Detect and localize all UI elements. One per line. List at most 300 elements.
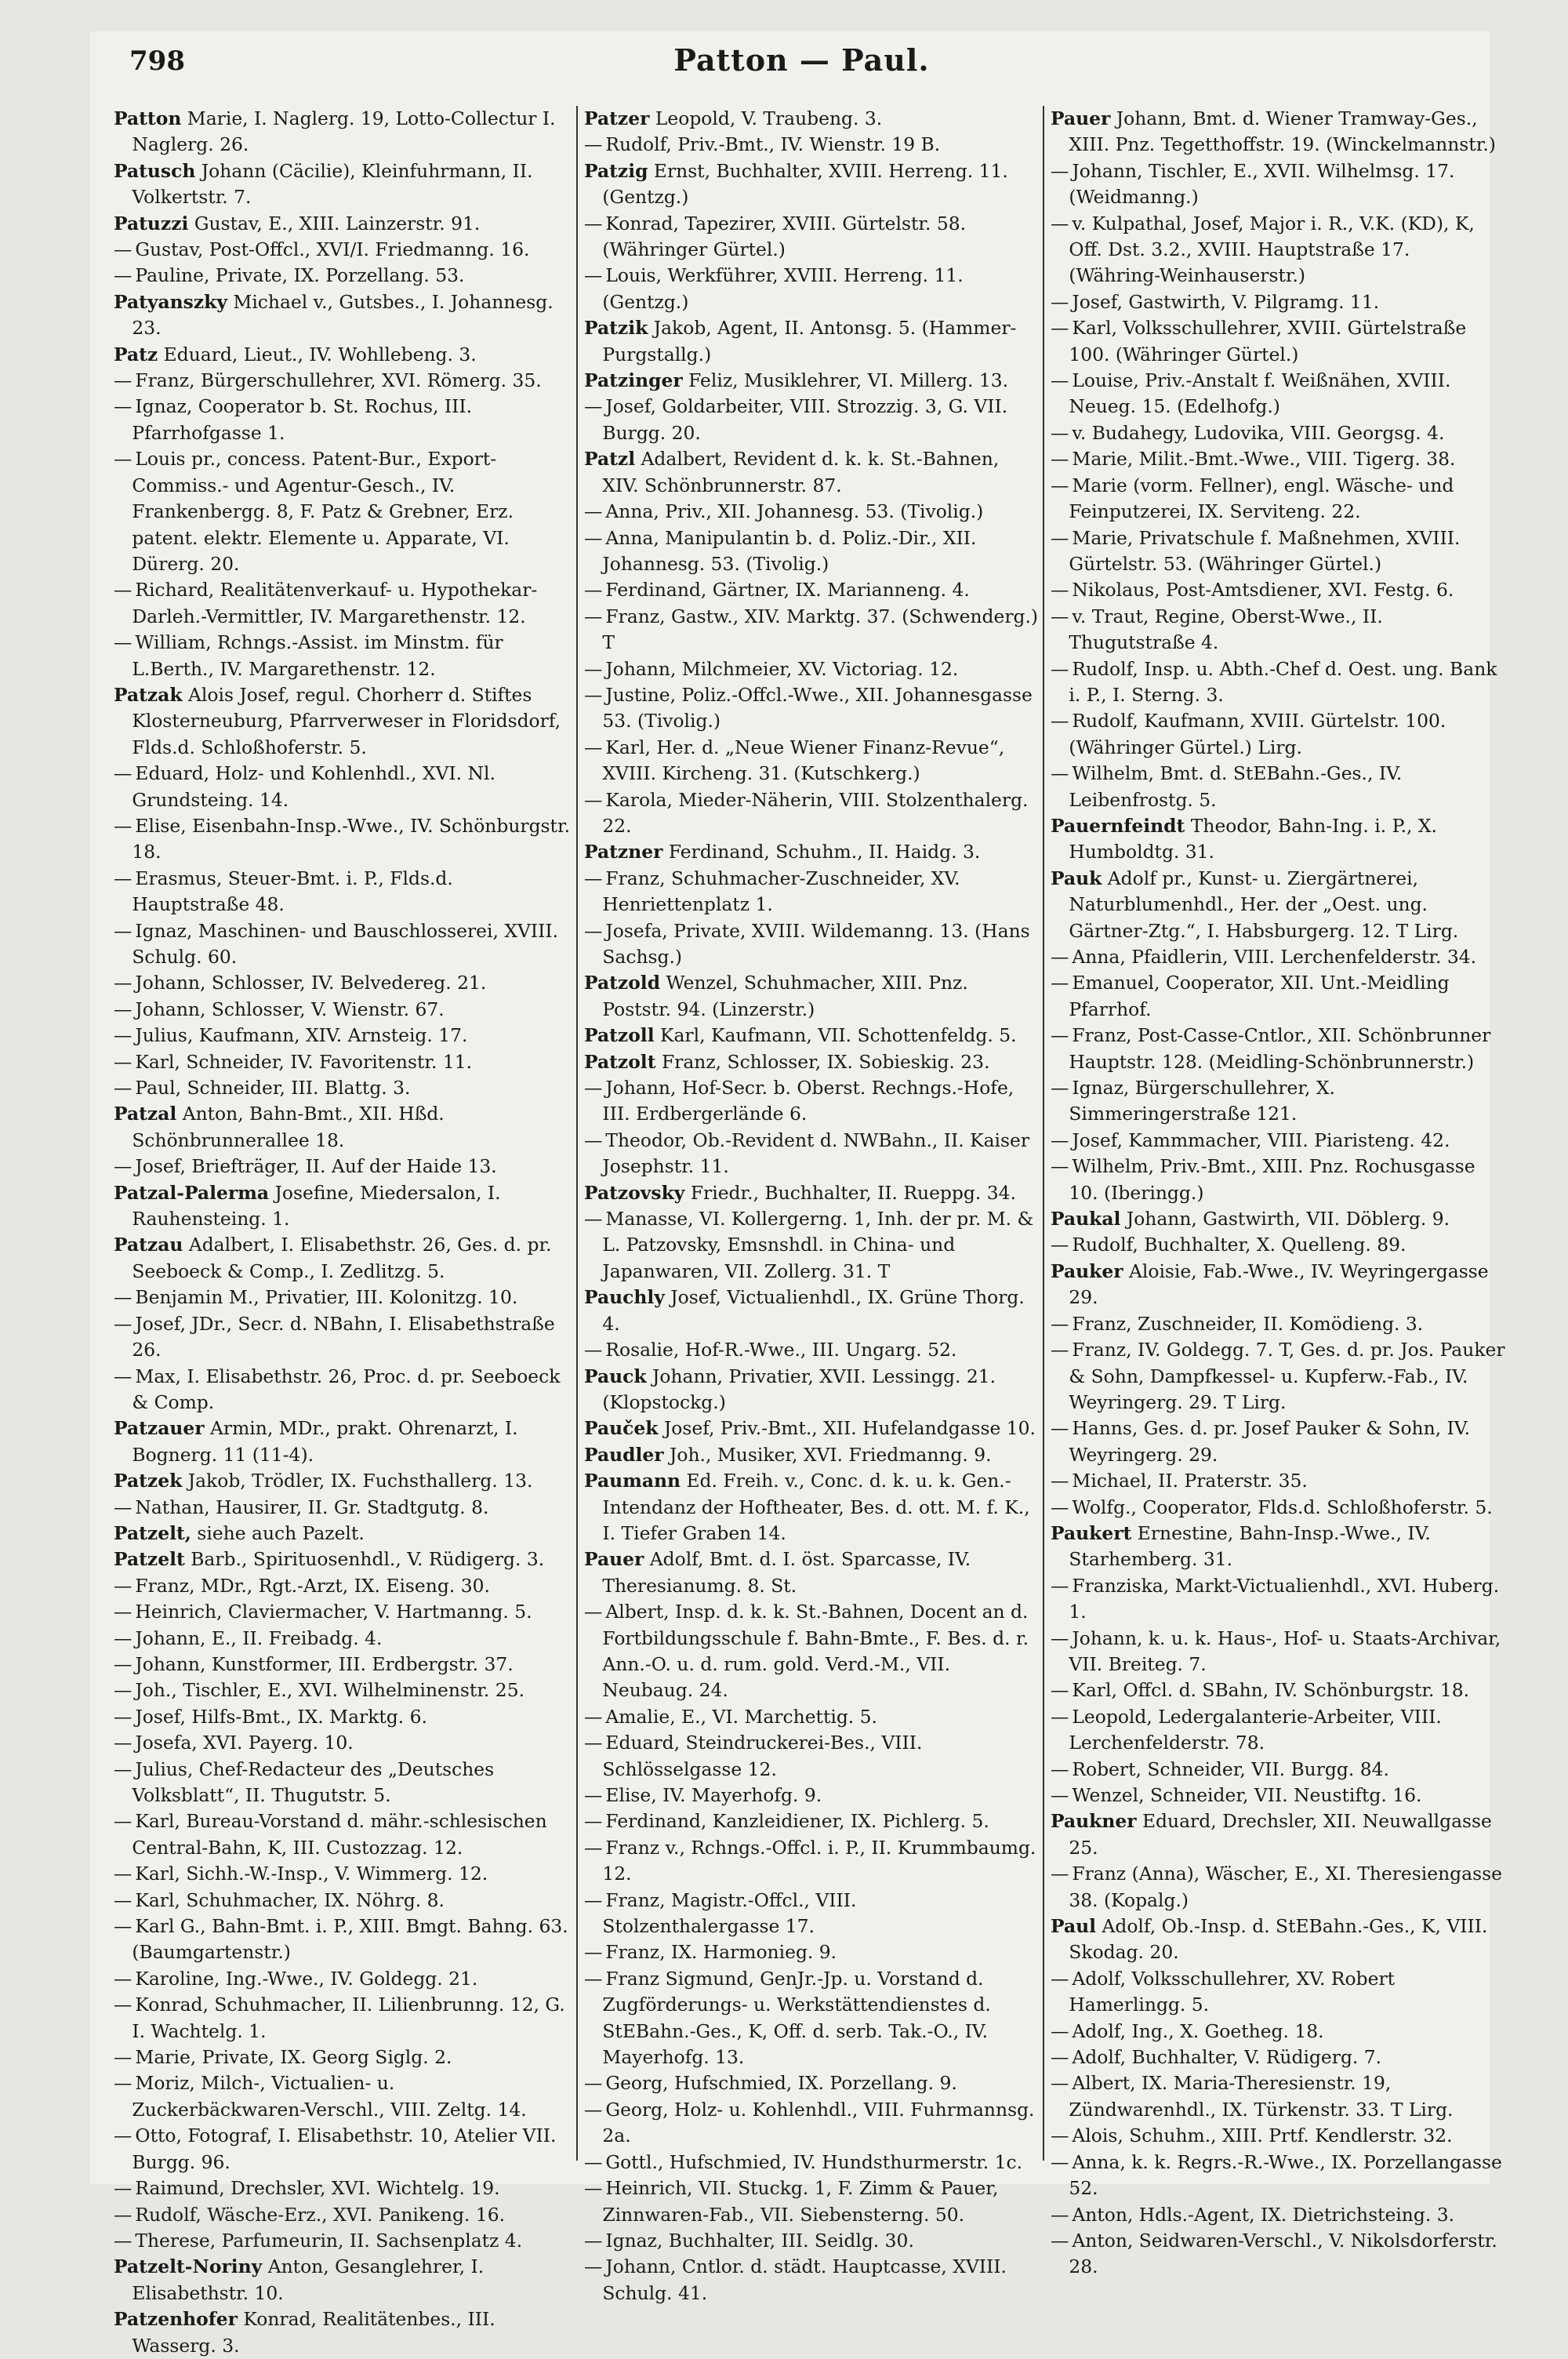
continuation-dash: — bbox=[114, 1757, 132, 1780]
directory-entry bbox=[1051, 1966, 1505, 2019]
directory-entry bbox=[114, 682, 572, 761]
continuation-dash: — bbox=[584, 526, 603, 549]
continuation-dash: — bbox=[114, 1312, 132, 1335]
entry-text: Anna, Priv., XII. Johannesg. 53. (Tivolig.) bbox=[605, 500, 984, 523]
entry-text: Josef, Kammmacher, VIII. Piaristeng. 42. bbox=[1072, 1129, 1450, 1151]
entry-text: Johann (Cäcilie), Kleinfuhrmann, II. Volkertstr. 7. bbox=[132, 159, 533, 209]
entry-text: Adolf, Bmt. d. I. öst. Sparcasse, IV. Theresianumg. 8. St. bbox=[602, 1548, 971, 1597]
entry-text: Anna, k. k. Regrs.-R.-Wwe., IX. Porzellangasse 52. bbox=[1069, 2150, 1502, 2200]
column-rule bbox=[1043, 106, 1044, 2161]
entry-text: Ferdinand, Gärtner, IX. Marianneng. 4. bbox=[605, 579, 970, 602]
directory-entry bbox=[1051, 1416, 1505, 1468]
entry-text: Anton, Seidwaren-Verschl., V. Nikolsdorferstr. 28. bbox=[1069, 2229, 1497, 2278]
entry-text: Ignaz, Cooperator b. St. Rochus, III. Pfarrhofgasse 1. bbox=[132, 395, 472, 444]
directory-entry bbox=[114, 997, 572, 1023]
entry-headword: Pauernfeindt bbox=[1051, 814, 1185, 837]
directory-entry bbox=[114, 1861, 572, 1887]
directory-entry bbox=[584, 1704, 1039, 1730]
entry-text: Ernestine, Bahn-Insp.-Wwe., IV. Starhemberg. 31. bbox=[1069, 1521, 1431, 1571]
page-header bbox=[114, 38, 1490, 93]
continuation-dash: — bbox=[114, 1574, 132, 1597]
entry-text: Ignaz, Buchhalter, III. Seidlg. 30. bbox=[605, 2229, 914, 2252]
continuation-dash: — bbox=[584, 657, 603, 680]
directory-entry bbox=[114, 1416, 572, 1468]
column-left bbox=[114, 106, 572, 2357]
directory-entry bbox=[1051, 2019, 1505, 2045]
directory-entry bbox=[114, 1154, 572, 1180]
entry-headword: Patuzzi bbox=[114, 212, 189, 234]
directory-entry bbox=[584, 2175, 1039, 2228]
entry-text: Josef, Goldarbeiter, VIII. Strozzig. 3, G. VII. Burgg. 20. bbox=[602, 395, 1008, 444]
entry-text: Franz, Bürgerschullehrer, XVI. Römerg. 35. bbox=[135, 369, 542, 392]
entry-text: Albert, IX. Maria-Theresienstr. 19, Zündwarenhdl., IX. Türkenstr. 33. T Lirg. bbox=[1069, 2072, 1454, 2121]
entry-headword: Patzelt-Noriny bbox=[114, 2255, 263, 2278]
directory-entry bbox=[114, 918, 572, 971]
continuation-dash: — bbox=[584, 2229, 603, 2252]
directory-entry bbox=[1051, 1861, 1505, 1914]
directory-entry bbox=[114, 211, 572, 237]
entry-text: Gottl., Hufschmied, IV. Hundsthurmerstr. 1c. bbox=[605, 2150, 1023, 2173]
entry-text: Franz (Anna), Wäscher, E., XI. Theresiengasse 38. (Kopalg.) bbox=[1069, 1863, 1502, 1911]
entry-text: Friedr., Buchhalter, II. Rueppg. 34. bbox=[690, 1181, 1016, 1204]
entry-headword: Patzauer bbox=[114, 1417, 205, 1440]
continuation-dash: — bbox=[1051, 1496, 1069, 1518]
entry-text: Theodor, Ob.-Revident d. NWBahn., II. Kaiser Josephstr. 11. bbox=[602, 1129, 1030, 1178]
entry-text: Anton, Hdls.-Agent, IX. Dietrichsteing. 3. bbox=[1072, 2203, 1455, 2226]
continuation-dash: — bbox=[1051, 212, 1069, 234]
continuation-dash: — bbox=[114, 919, 132, 942]
directory-entry bbox=[1051, 315, 1505, 368]
entry-text: Alois, Schuhm., XIII. Prtf. Kendlerstr. 32. bbox=[1072, 2125, 1453, 2147]
entry-text: Paul, Schneider, III. Blattg. 3. bbox=[135, 1077, 411, 1100]
entry-text: Karl, Offcl. d. SBahn, IV. Schönburgstr. 18. bbox=[1072, 1679, 1470, 1702]
continuation-dash: — bbox=[114, 1863, 132, 1885]
continuation-dash: — bbox=[1051, 1627, 1069, 1649]
continuation-dash: — bbox=[1051, 2229, 1069, 2252]
entry-text: Ed. Freih. v., Conc. d. k. u. k. Gen.-Intendanz der Hoftheater, Bes. d. ott. M. f. K., I. Tiefer Graben 14. bbox=[602, 1470, 1030, 1544]
entry-text: Eduard, Drechsler, XII. Neuwallgasse 25. bbox=[1069, 1810, 1492, 1859]
directory-entry bbox=[114, 342, 572, 368]
directory-entry bbox=[1051, 1154, 1505, 1206]
entry-text: Franz, MDr., Rgt.-Arzt, IX. Eiseng. 30. bbox=[135, 1574, 490, 1597]
entry-text: Joh., Musiker, XVI. Friedmanng. 9. bbox=[670, 1443, 992, 1466]
entry-text: Marie, Privatschule f. Maßnehmen, XVIII. Gürtelstr. 53. (Währinger Gürtel.) bbox=[1069, 526, 1461, 575]
continuation-dash: — bbox=[1051, 369, 1069, 392]
entry-text: Eduard, Lieut., IV. Wohllebeng. 3. bbox=[163, 343, 477, 365]
entry-text: Wenzel, Schneider, VII. Neustiftg. 16. bbox=[1072, 1784, 1422, 1806]
entry-headword: Patzal-Palerma bbox=[114, 1181, 270, 1204]
entry-text: v. Traut, Regine, Oberst-Wwe., II. Thugutstraße 4. bbox=[1069, 605, 1383, 654]
entry-headword: Patzau bbox=[114, 1234, 183, 1256]
directory-entry bbox=[1051, 1783, 1505, 1808]
directory-entry bbox=[114, 1049, 572, 1075]
entry-headword: Pauk bbox=[1051, 867, 1102, 889]
directory-entry bbox=[584, 1966, 1039, 2071]
continuation-dash: — bbox=[114, 1496, 132, 1518]
entry-text: Johann, Bmt. d. Wiener Tramway-Ges., XIII. Pnz. Tegetthoffstr. 19. (Winckelmannstr.) bbox=[1069, 107, 1496, 156]
entry-headword: Paukert bbox=[1051, 1521, 1132, 1544]
continuation-dash: — bbox=[1051, 317, 1069, 340]
continuation-dash: — bbox=[1051, 1757, 1069, 1780]
continuation-dash: — bbox=[584, 1732, 603, 1754]
continuation-dash: — bbox=[584, 2255, 603, 2278]
directory-entry bbox=[1051, 1495, 1505, 1521]
entry-text: Franz Sigmund, GenJr.-Jp. u. Vorstand d. Zugförderungs- u. Werkstättendienstes d. StEBahn.-Ges., K, Off. d. serb. Tak.-O., IV. Mayerhofg. 13. bbox=[602, 1967, 991, 2069]
entry-text: Josef, Gastwirth, V. Pilgramg. 11. bbox=[1072, 290, 1380, 313]
directory-entry bbox=[114, 2306, 572, 2359]
directory-entry bbox=[1051, 1757, 1505, 1783]
continuation-dash: — bbox=[1051, 2019, 1069, 2042]
entry-text: Albert, Insp. d. k. k. St.-Bahnen, Docent an d. Fortbildungsschule f. Bahn-Bmte., F. Bes. d. r. Ann.-O. u. d. rum. gold. Verd.-M., VII. Neubaug. 24. bbox=[602, 1601, 1029, 1702]
directory-entry bbox=[584, 1888, 1039, 1940]
continuation-dash: — bbox=[584, 1810, 603, 1833]
directory-entry bbox=[114, 446, 572, 577]
directory-entry bbox=[114, 1468, 572, 1494]
entry-text: Karl, Kaufmann, VII. Schottenfeldg. 5. bbox=[660, 1024, 1017, 1047]
entry-text: Johann, Schlosser, IV. Belvedereg. 21. bbox=[135, 972, 487, 994]
entry-text: Josefa, Private, XVIII. Wildemanng. 13. (Hans Sachsg.) bbox=[602, 919, 1030, 968]
running-title: Patton — Paul. bbox=[673, 42, 930, 78]
directory-entry bbox=[584, 315, 1039, 368]
entry-headword: Patusch bbox=[114, 159, 196, 182]
continuation-dash: — bbox=[1051, 1679, 1069, 1702]
directory-entry bbox=[114, 1652, 572, 1677]
directory-entry bbox=[114, 1180, 572, 1233]
entry-text: Anna, Pfaidlerin, VIII. Lerchenfelderstr. 34. bbox=[1072, 946, 1477, 968]
continuation-dash: — bbox=[114, 1365, 132, 1387]
entry-text: Franz, Zuschneider, II. Komödieng. 3. bbox=[1072, 1312, 1424, 1335]
continuation-dash: — bbox=[584, 867, 603, 889]
entry-headword: Paukner bbox=[1051, 1810, 1137, 1833]
directory-entry bbox=[584, 1180, 1039, 1206]
entry-headword: Patzinger bbox=[584, 369, 683, 392]
directory-entry bbox=[584, 1939, 1039, 1965]
entry-text: Gustav, E., XIII. Lainzerstr. 91. bbox=[194, 212, 481, 234]
continuation-dash: — bbox=[1051, 290, 1069, 313]
continuation-dash: — bbox=[1051, 1312, 1069, 1335]
continuation-dash: — bbox=[1051, 474, 1069, 496]
continuation-dash: — bbox=[584, 2150, 603, 2173]
entry-headword: Paukal bbox=[1051, 1208, 1121, 1230]
entry-text: William, Rchngs.-Assist. im Minstm. für L.Berth., IV. Margarethenstr. 12. bbox=[132, 631, 503, 680]
directory-entry bbox=[584, 1599, 1039, 1704]
directory-entry bbox=[114, 394, 572, 446]
continuation-dash: — bbox=[1051, 1024, 1069, 1047]
directory-entry bbox=[584, 970, 1039, 1023]
directory-entry bbox=[1051, 1337, 1505, 1416]
entry-text: Georg, Holz- u. Kohlenhdl., VIII. Fuhrmannsg. 2a. bbox=[602, 2098, 1035, 2147]
directory-entry bbox=[1051, 420, 1505, 446]
entry-text: Ignaz, Maschinen- und Bauschlosserei, XVIII. Schulg. 60. bbox=[132, 919, 559, 968]
continuation-dash: — bbox=[1051, 762, 1069, 785]
entry-text: Therese, Parfumeurin, II. Sachsenplatz 4. bbox=[135, 2229, 523, 2252]
entry-text: Julius, Chef-Redacteur des „Deutsches Volksblatt“, II. Thugutstr. 5. bbox=[132, 1757, 495, 1806]
continuation-dash: — bbox=[1051, 657, 1069, 680]
directory-entry bbox=[114, 1677, 572, 1703]
directory-entry bbox=[1051, 813, 1505, 866]
entry-text: Karl, Her. d. „Neue Wiener Finanz-Revue“, XVIII. Kircheng. 31. (Kutschkerg.) bbox=[602, 736, 1005, 785]
directory-entry bbox=[114, 106, 572, 158]
entry-text: Karl G., Bahn-Bmt. i. P., XIII. Bmgt. Bahng. 63. (Baumgartenstr.) bbox=[132, 1915, 568, 1964]
entry-text: Benjamin M., Privatier, III. Kolonitzg. 10. bbox=[135, 1286, 518, 1309]
continuation-dash: — bbox=[114, 1994, 132, 2016]
continuation-dash: — bbox=[584, 1339, 603, 1361]
directory-entry bbox=[114, 368, 572, 394]
continuation-dash: — bbox=[114, 1915, 132, 1938]
directory-entry bbox=[1051, 1206, 1505, 1232]
directory-entry bbox=[584, 1337, 1039, 1363]
continuation-dash: — bbox=[1051, 579, 1069, 602]
entry-headword: Patyanszky bbox=[114, 290, 227, 313]
directory-entry bbox=[584, 1835, 1039, 1888]
entry-headword: Patzal bbox=[114, 1103, 177, 1125]
continuation-dash: — bbox=[114, 1601, 132, 1623]
directory-entry bbox=[584, 1730, 1039, 1783]
entry-text: Franz, Schuhmacher-Zuschneider, XV. Henriettenplatz 1. bbox=[602, 867, 960, 916]
entry-text: Eduard, Steindruckerei-Bes., VIII. Schlösselgasse 12. bbox=[602, 1732, 923, 1780]
continuation-dash: — bbox=[1051, 710, 1069, 732]
entry-text: Georg, Hufschmied, IX. Porzellang. 9. bbox=[605, 2072, 957, 2095]
directory-entry bbox=[584, 577, 1039, 603]
directory-entry bbox=[584, 656, 1039, 682]
entry-text: Louise, Priv.-Anstalt f. Weißnähen, XVIII. Neueg. 15. (Edelhofg.) bbox=[1069, 369, 1451, 418]
continuation-dash: — bbox=[1051, 421, 1069, 444]
directory-entry bbox=[1051, 577, 1505, 603]
directory-entry bbox=[1051, 289, 1505, 315]
entry-text: Johann, Schlosser, V. Wienstr. 67. bbox=[135, 998, 445, 1020]
directory-entry bbox=[1051, 1023, 1505, 1075]
directory-entry bbox=[1051, 1704, 1505, 1757]
entry-text: Marie, I. Naglerg. 19, Lotto-Collectur I. Naglerg. 26. bbox=[132, 107, 556, 156]
continuation-dash: — bbox=[114, 1705, 132, 1728]
directory-entry bbox=[114, 1495, 572, 1521]
continuation-dash: — bbox=[114, 2046, 132, 2069]
directory-entry bbox=[584, 839, 1039, 865]
continuation-dash: — bbox=[1051, 605, 1069, 627]
entry-text: Louis pr., concess. Patent-Bur., Export-Commiss.- und Agentur-Gesch., IV. Frankenbergg. 8, F. Patz & Grebner, Erz. patent. elektr. Elemente u. Apparate, VI. Dürerg. 20. bbox=[132, 448, 514, 575]
directory-entry bbox=[114, 1285, 572, 1310]
entry-text: Gustav, Post-Offcl., XVI/I. Friedmanng. 16. bbox=[135, 238, 530, 261]
continuation-dash: — bbox=[114, 1810, 132, 1833]
directory-entry bbox=[114, 1075, 572, 1101]
continuation-dash: — bbox=[1051, 526, 1069, 549]
directory-entry bbox=[1051, 1232, 1505, 1258]
entry-text: Jakob, Trödler, IX. Fuchsthallerg. 13. bbox=[187, 1470, 533, 1492]
entry-text: Amalie, E., VI. Marchettig. 5. bbox=[605, 1705, 877, 1728]
page-number: 798 bbox=[129, 45, 185, 77]
directory-entry bbox=[1051, 1914, 1505, 1966]
continuation-dash: — bbox=[1051, 1574, 1069, 1597]
directory-entry bbox=[114, 1232, 572, 1285]
continuation-dash: — bbox=[1051, 448, 1069, 471]
column-middle bbox=[584, 106, 1039, 2304]
continuation-dash: — bbox=[1051, 1705, 1069, 1728]
directory-entry bbox=[584, 106, 1039, 132]
entry-text: Karl, Schneider, IV. Favoritenstr. 11. bbox=[135, 1050, 473, 1073]
entry-text: Franz, Gastw., XIV. Marktg. 37. (Schwenderg.) T bbox=[602, 605, 1039, 654]
continuation-dash: — bbox=[584, 1705, 603, 1728]
directory-entry bbox=[114, 2228, 572, 2254]
continuation-dash: — bbox=[114, 998, 132, 1020]
entry-headword: Patzl bbox=[584, 448, 636, 471]
entry-text: Heinrich, VII. Stuckg. 1, F. Zimm & Pauer, Zinnwaren-Fab., VII. Siebensterng. 50. bbox=[602, 2177, 999, 2226]
entry-text: Franziska, Markt-Victualienhdl., XVI. Huberg. 1. bbox=[1069, 1574, 1500, 1623]
entry-headword: Patzold bbox=[584, 972, 661, 994]
directory-entry bbox=[1051, 1808, 1505, 1861]
entry-text: Karl, Sichh.-W.-Insp., V. Wimmerg. 12. bbox=[135, 1863, 488, 1885]
entry-text: Franz v., Rchngs.-Offcl. i. P., II. Krummbaumg. 12. bbox=[602, 1836, 1036, 1885]
entry-text: Franz, IX. Harmonieg. 9. bbox=[605, 1941, 837, 1964]
continuation-dash: — bbox=[1051, 1967, 1069, 1990]
entry-text: Rudolf, Buchhalter, X. Quelleng. 89. bbox=[1072, 1234, 1406, 1256]
continuation-dash: — bbox=[1051, 159, 1069, 182]
continuation-dash: — bbox=[1051, 2150, 1069, 2173]
entry-text: Eduard, Holz- und Kohlenhdl., XVI. Nl. Grundsteing. 14. bbox=[132, 762, 495, 811]
entry-text: Manasse, VI. Kollergerng. 1, Inh. der pr. M. & L. Patzovsky, Emsnshdl. in China- und Japanwaren, VII. Zollerg. 31. T bbox=[602, 1208, 1034, 1282]
continuation-dash: — bbox=[1051, 1470, 1069, 1492]
continuation-dash: — bbox=[584, 395, 603, 418]
directory-entry bbox=[114, 2202, 572, 2228]
entry-text: Richard, Realitätenverkauf- u. Hypothekar-Darleh.-Vermittler, IV. Margarethenstr. 12. bbox=[132, 579, 538, 627]
directory-entry bbox=[584, 158, 1039, 211]
directory-entry bbox=[584, 1808, 1039, 1834]
directory-entry bbox=[1051, 106, 1505, 158]
entry-text: Franz, IV. Goldegg. 7. T, Ges. d. pr. Jos. Pauker & Sohn, Dampfkessel- u. Kupferw.-Fab., IV. Weyringerg. 29. T Lirg. bbox=[1069, 1339, 1505, 1413]
entry-text: Nathan, Hausirer, II. Gr. Stadtgutg. 8. bbox=[135, 1496, 489, 1518]
directory-entry bbox=[1051, 866, 1505, 944]
directory-page bbox=[90, 31, 1505, 2357]
entry-text: Rudolf, Priv.-Bmt., IV. Wienstr. 19 B. bbox=[605, 133, 941, 156]
directory-entry bbox=[114, 1992, 572, 2045]
entry-text: Alois Josef, regul. Chorherr d. Stiftes Klosterneuburg, Pfarrverweser in Floridsdorf, Flds.d. Schloßhoferstr. 5. bbox=[132, 683, 561, 758]
continuation-dash: — bbox=[584, 1941, 603, 1964]
continuation-dash: — bbox=[1051, 2046, 1069, 2069]
entry-text: Michael v., Gutsbes., I. Johannesg. 23. bbox=[132, 290, 554, 340]
directory-entry bbox=[1051, 1677, 1505, 1703]
continuation-dash: — bbox=[114, 238, 132, 261]
directory-entry bbox=[584, 2228, 1039, 2254]
directory-entry bbox=[584, 1206, 1039, 1285]
entry-text: Adolf pr., Kunst- u. Ziergärtnerei, Naturblumenhdl., Her. der „Oest. ung. Gärtner-Ztg.“, I. Habsburgerg. 12. T Lirg. bbox=[1069, 867, 1459, 942]
entry-text: Rudolf, Wäsche-Erz., XVI. Panikeng. 16. bbox=[135, 2203, 506, 2226]
entry-text: Marie (vorm. Fellner), engl. Wäsche- und Feinputzerei, IX. Serviteng. 22. bbox=[1069, 474, 1454, 523]
entry-text: Johann, Gastwirth, VII. Döblerg. 9. bbox=[1126, 1208, 1450, 1230]
entry-text: Rudolf, Kaufmann, XVIII. Gürtelstr. 100. (Währinger Gürtel.) Lirg. bbox=[1069, 710, 1446, 758]
continuation-dash: — bbox=[114, 579, 132, 602]
continuation-dash: — bbox=[584, 788, 603, 811]
continuation-dash: — bbox=[584, 736, 603, 758]
continuation-dash: — bbox=[114, 631, 132, 654]
directory-entry bbox=[584, 394, 1039, 446]
directory-entry bbox=[584, 604, 1039, 656]
entry-text: Emanuel, Cooperator, XII. Unt.-Meidling Pfarrhof. bbox=[1069, 972, 1450, 1020]
directory-entry bbox=[114, 813, 572, 866]
entry-text: Max, I. Elisabethstr. 26, Proc. d. pr. Seeboeck & Comp. bbox=[132, 1365, 561, 1413]
entry-text: Elise, Eisenbahn-Insp.-Wwe., IV. Schönburgstr. 18. bbox=[132, 814, 571, 863]
directory-entry bbox=[584, 1075, 1039, 1128]
entry-text: Adolf, Volksschullehrer, XV. Robert Hamerlingg. 5. bbox=[1069, 1967, 1396, 2016]
directory-entry bbox=[584, 1049, 1039, 1075]
entry-text: Leopold, Ledergalanterie-Arbeiter, VIII. Lerchenfelderstr. 78. bbox=[1069, 1705, 1442, 1754]
continuation-dash: — bbox=[584, 264, 603, 287]
directory-entry bbox=[114, 237, 572, 263]
entry-text: Raimund, Drechsler, XVI. Wichtelg. 19. bbox=[135, 2177, 500, 2200]
entry-text: Adalbert, I. Elisabethstr. 26, Ges. d. pr. Seeboeck & Comp., I. Zedlitzg. 5. bbox=[132, 1234, 552, 1282]
entry-headword: Patzak bbox=[114, 683, 183, 706]
directory-entry bbox=[114, 2175, 572, 2201]
entry-text: Anton, Bahn-Bmt., XII. Hßd. Schönbrunnerallee 18. bbox=[132, 1103, 445, 1151]
entry-headword: Pauchly bbox=[584, 1286, 665, 1309]
directory-entry bbox=[1051, 970, 1505, 1023]
continuation-dash: — bbox=[584, 1784, 603, 1806]
directory-entry bbox=[584, 446, 1039, 499]
directory-entry bbox=[1051, 1128, 1505, 1154]
directory-entry bbox=[114, 1364, 572, 1416]
continuation-dash: — bbox=[114, 395, 132, 418]
continuation-dash: — bbox=[584, 2177, 603, 2200]
continuation-dash: — bbox=[584, 919, 603, 942]
directory-entry bbox=[584, 918, 1039, 971]
entry-text: Justine, Poliz.-Offcl.-Wwe., XII. Johannesgasse 53. (Tivolig.) bbox=[602, 683, 1033, 732]
continuation-dash: — bbox=[1051, 2072, 1069, 2095]
directory-entry bbox=[114, 1808, 572, 1861]
entry-text: Konrad, Schuhmacher, II. Lilienbrunng. 12, G. I. Wachtelg. 1. bbox=[132, 1994, 565, 2042]
entry-text: Marie, Milit.-Bmt.-Wwe., VIII. Tigerg. 38. bbox=[1072, 448, 1456, 471]
directory-entry bbox=[1051, 2123, 1505, 2149]
continuation-dash: — bbox=[584, 1208, 603, 1230]
directory-entry bbox=[584, 2070, 1039, 2096]
entry-text: Barb., Spirituosenhdl., V. Rüdigerg. 3. bbox=[191, 1548, 545, 1571]
entry-text: Franz, Post-Casse-Cntlor., XII. Schönbrunner Hauptstr. 128. (Meidling-Schönbrunnerstr.) bbox=[1069, 1024, 1491, 1073]
entry-text: Josefa, XVI. Payerg. 10. bbox=[135, 1732, 354, 1754]
continuation-dash: — bbox=[584, 579, 603, 602]
directory-entry bbox=[584, 1128, 1039, 1180]
entry-text: Ferdinand, Schuhm., II. Haidg. 3. bbox=[668, 841, 981, 863]
entry-text: Franz, Schlosser, IX. Sobieskig. 23. bbox=[661, 1050, 990, 1073]
directory-entry bbox=[584, 2097, 1039, 2150]
entry-text: Aloisie, Fab.-Wwe., IV. Weyringergasse 29. bbox=[1069, 1259, 1489, 1309]
continuation-dash: — bbox=[114, 762, 132, 785]
directory-entry bbox=[1051, 604, 1505, 656]
continuation-dash: — bbox=[114, 1077, 132, 1100]
directory-entry bbox=[1051, 1573, 1505, 1626]
entry-headword: Pauker bbox=[1051, 1259, 1123, 1282]
entry-text: Marie, Private, IX. Georg Siglg. 2. bbox=[135, 2046, 452, 2069]
directory-entry bbox=[114, 1888, 572, 1914]
directory-entry bbox=[114, 866, 572, 918]
directory-entry bbox=[114, 1914, 572, 1966]
entry-text: Anton, Gesanglehrer, I. Elisabethstr. 10. bbox=[132, 2255, 485, 2304]
continuation-dash: — bbox=[584, 1077, 603, 1100]
entry-text: Leopold, V. Traubeng. 3. bbox=[655, 107, 883, 129]
entry-text: Josef, Priv.-Bmt., XII. Hufelandgasse 10. bbox=[663, 1417, 1036, 1440]
entry-text: Johann, Hof-Secr. b. Oberst. Rechngs.-Hofe, III. Erdbergerlände 6. bbox=[602, 1077, 1014, 1125]
continuation-dash: — bbox=[584, 133, 603, 156]
entry-text: Adalbert, Revident d. k. k. St.-Bahnen, XIV. Schönbrunnerstr. 87. bbox=[602, 448, 1000, 496]
continuation-dash: — bbox=[114, 1679, 132, 1702]
entry-text: Adolf, Ing., X. Goetheg. 18. bbox=[1072, 2019, 1324, 2042]
entry-headword: Patzek bbox=[114, 1470, 183, 1492]
continuation-dash: — bbox=[584, 500, 603, 523]
directory-entry bbox=[584, 525, 1039, 578]
directory-entry bbox=[114, 1599, 572, 1625]
entry-headword: Paudler bbox=[584, 1443, 664, 1466]
continuation-dash: — bbox=[1051, 1417, 1069, 1440]
continuation-dash: — bbox=[584, 1129, 603, 1151]
directory-entry bbox=[584, 866, 1039, 918]
entry-text: Wilhelm, Priv.-Bmt., XIII. Pnz. Rochusgasse 10. (Iberingg.) bbox=[1069, 1155, 1475, 1204]
directory-entry bbox=[114, 1547, 572, 1572]
